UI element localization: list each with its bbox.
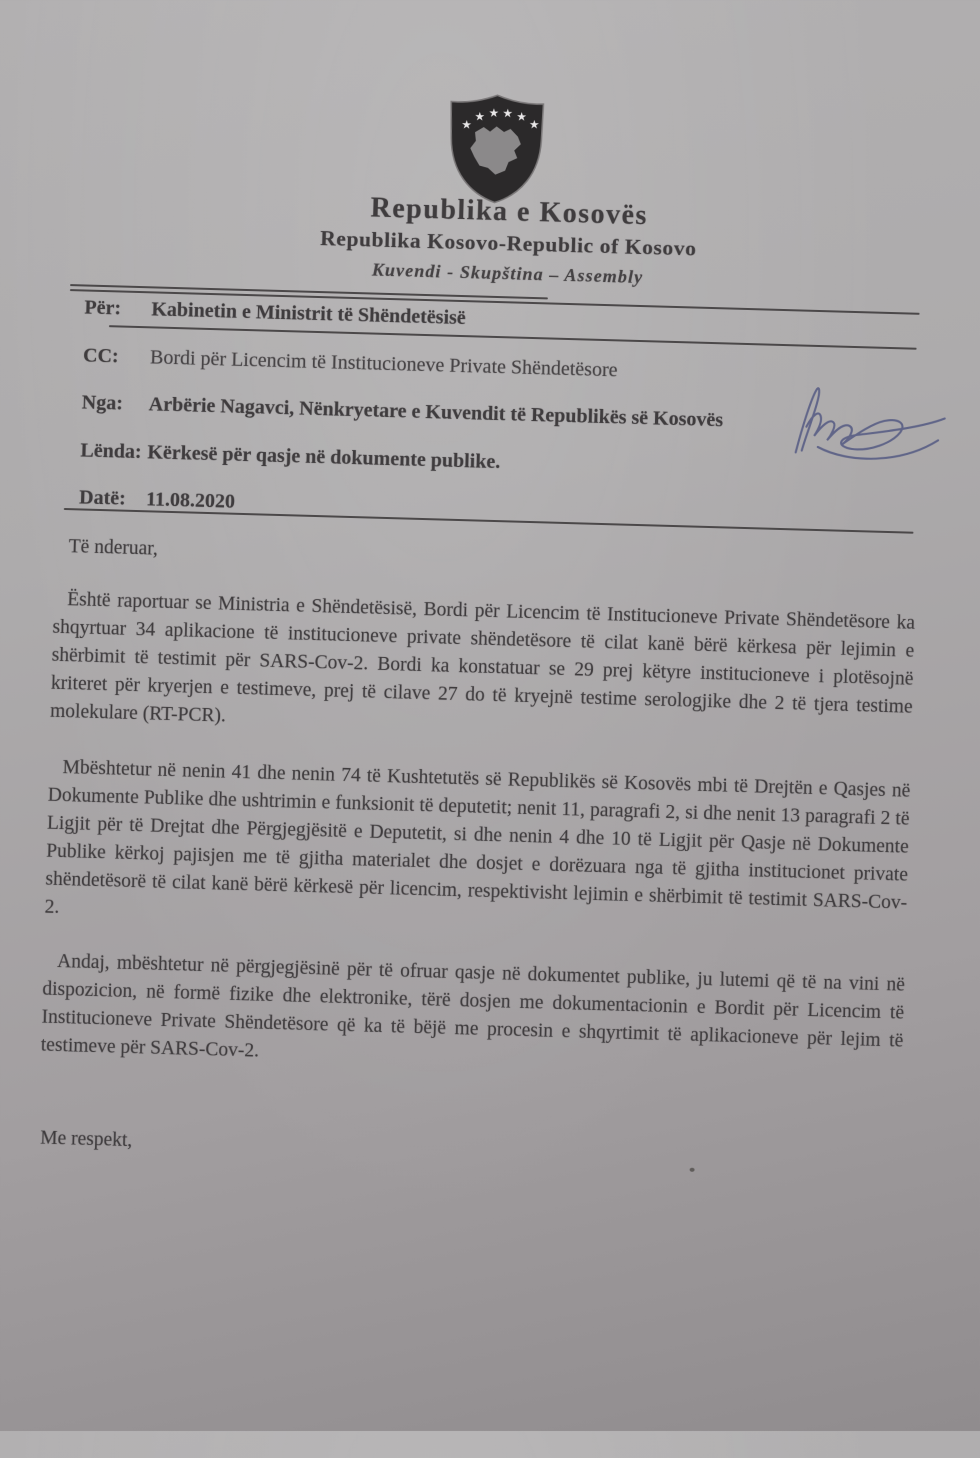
meta-value-per: Kabinetin e Ministrit të Shëndetësisë — [151, 298, 467, 330]
svg-text:★: ★ — [474, 109, 486, 124]
svg-text:★: ★ — [502, 105, 514, 121]
meta-label-nga: Nga: — [81, 391, 124, 415]
svg-text:★: ★ — [516, 109, 528, 124]
meta-row-lenda — [80, 439, 501, 474]
meta-value-date: 11.08.2020 — [145, 488, 236, 513]
kosovo-coat-of-arms-icon — [438, 88, 553, 209]
meta-label-lenda: Lënda: — [80, 439, 142, 464]
meta-row-cc — [82, 344, 618, 382]
horizontal-rule-under-per — [109, 325, 917, 350]
closing: Me respekt, — [39, 1127, 133, 1152]
meta-label-date: Datë: — [78, 486, 127, 510]
paragraph-1: Është raportuar se Ministria e Shëndetësisë, Bordi për Licencim të Institucioneve Private Shëndetësore ka shqyrtuar 34 aplikacione të institucioneve private shëndetësore të cilat kanë bërë kërkesa për lejimin e shërbimit të testimit për SARS-Cov-2. Bordi ka konstatuar se 29 prej këtyre institucioneve i plotësojnë kriteret për kryerjen e testimeve, prej të cilave 27 do të kryejnë testime serologjike dhe 2 të tjera testime molekulare (RT-PCR). — [49, 589, 916, 727]
page-subtitle: Republika Kosovo-Republic of Kosovo — [319, 226, 697, 261]
paragraph-2: Mbështetur në nenin 41 dhe nenin 74 të Kushtetutës së Republikës së Kosovës mbi të Drejtën e Qasjes në Dokumente Publike dhe ushtrimin e funksionit të deputetit; nenit 11, paragrafi 2, si dhe nenit 13 paragrafi 2 të Ligjit për të Drejtat dhe Përgjegjësitë e Deputetit, si dhe nenin 4 dhe 10 të Ligjit për Qasje në Dokumente Publike kërkoj pajisjen me të gjitha materialet dhe dosjet e dorëzuara nga të gjitha institucionet private shëndetësorë të cilat kanë bërë kërkesë për licencim, respektivisht lejimin e shërbimit të testimit SARS-Cov-2. — [44, 757, 911, 919]
meta-row-nga — [81, 391, 724, 432]
svg-text:★: ★ — [461, 117, 473, 132]
meta-row-date — [78, 486, 236, 513]
svg-text:★: ★ — [528, 117, 540, 132]
handwritten-signature-icon — [777, 374, 965, 479]
meta-label-cc: CC: — [82, 344, 119, 368]
paragraph-3: Andaj, mbështetur në përgjegjësinë për të ofruar qasje në dokumentet publike, ju lutemi që të na vini në dispozicion, në formë fizike dhe elektronike, tërë dosjen me dokumentacionin e Bordit për Licencim të Institucioneve Private Shëndetësore që ka të bëjë me procesin e shqyrtimit të aplikacioneve për lejim të testimeve për SARS-Cov-2. — [40, 950, 906, 1062]
meta-row-per — [84, 296, 467, 330]
svg-text:★: ★ — [488, 105, 500, 120]
meta-value-cc: Bordi për Licencim të Institucioneve Private Shëndetësore — [149, 346, 618, 382]
meta-value-nga: Arbërie Nagavci, Nënkryetare e Kuvendit të Republikës së Kosovës — [148, 393, 724, 432]
meta-label-per: Për: — [84, 296, 122, 320]
page-title: Republika e Kosovës — [370, 192, 649, 232]
salutation: Të nderuar, — [68, 536, 159, 560]
ink-dot — [690, 1168, 695, 1172]
meta-value-lenda: Kërkesë për qasje në dokumente publike. — [147, 441, 501, 474]
assembly-tagline: Kuvendi - Skupština – Assembly — [371, 259, 644, 288]
